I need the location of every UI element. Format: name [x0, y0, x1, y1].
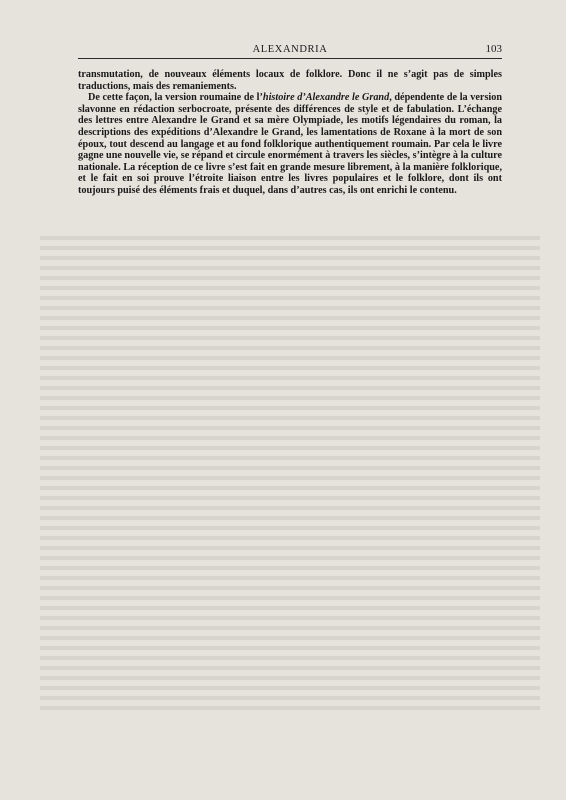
running-title: ALEXANDRIA	[252, 44, 328, 55]
paragraph-2-start: De cette façon, la version roumaine de l’	[88, 92, 263, 104]
page-number: 103	[485, 43, 502, 55]
page-header	[78, 40, 502, 59]
paragraph-2-rest: , dépendente de la version slavonne en rédaction serbocroate, présente des différences de style et de fabulation. L’échange des lettres entre Alexandre le Grand et sa mère Olympiade, les motifs légendaires du roman, la descriptions des expéditions d’Alexandre le Grand, les lamentations de Roxane à la mort de son époux, tout descend au langage et au fond folklorique authentiquement roumain. Par cela le livre gagne une nouvelle vie, se répand et circule enormément à travers les siècles, s’intègre à la culture nationale. La réception de ce livre s’est fait en grande mesure librement, à la manière folklorique, et le fait en soi prouve l’étroite liaison entre les livres populaires et le folklore, dont ils ont toujours puisé des éléments frais et duquel, dans d’autres cas, ils ont enrichi le contenu.	[78, 92, 502, 196]
book-title-italic: histoire d’Alexandre le Grand	[262, 92, 390, 104]
paragraph-1: transmutation, de nouveaux éléments locaux de folklore. Donc il ne s’agit pas de simples traductions, mais des remaniements.	[78, 69, 502, 92]
bleed-through-background	[40, 230, 540, 770]
body-text	[78, 69, 502, 197]
paragraph-2	[78, 92, 502, 196]
